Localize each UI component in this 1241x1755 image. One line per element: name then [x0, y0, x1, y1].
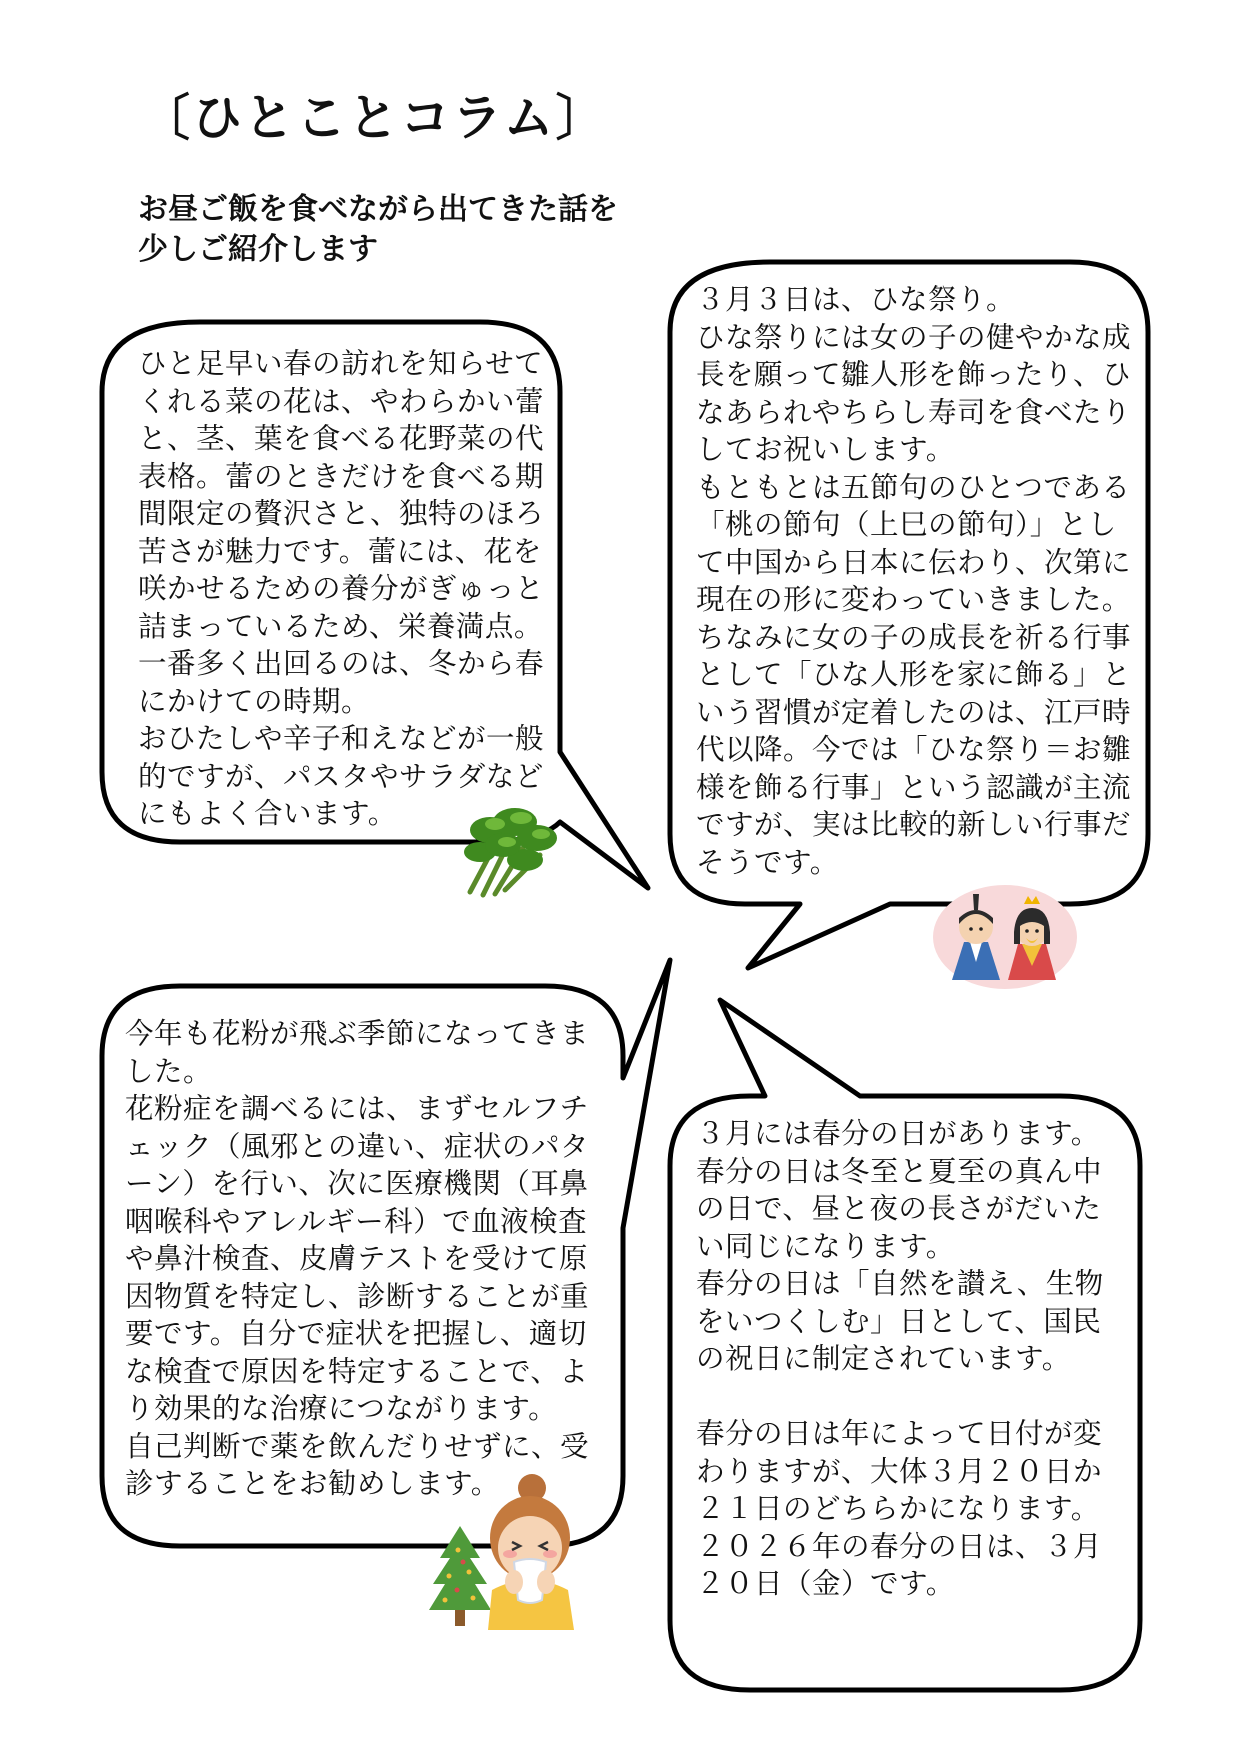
text-line: 自己判断で薬を飲んだりせずに、受 — [125, 1429, 590, 1463]
text-line: ３月には春分の日があります。 — [696, 1117, 1100, 1150]
subtitle-line: お昼ご飯を食べながら出てきた話を — [138, 192, 618, 227]
text-line: ひな祭りには女の子の健やかな成 — [696, 320, 1132, 354]
text-line: 「桃の節句（上巳の節句）」とし — [696, 508, 1117, 541]
text-line: の祝日に制定されています。 — [696, 1342, 1071, 1375]
text-line: ですが、実は比較的新しい行事だ — [696, 808, 1132, 841]
text-line: ちなみに女の子の成長を祈る行事 — [696, 620, 1132, 654]
kafun-text — [125, 1015, 589, 1503]
text-line: 春分の日は「自然を讃え、生物 — [696, 1267, 1104, 1300]
text-line: な検査で原因を特定することで、よ — [125, 1354, 589, 1388]
page-title: 〔ひとことコラム〕 — [140, 89, 608, 147]
text-line: と、茎、葉を食べる花野菜の代 — [138, 422, 545, 455]
subtitle-line: 少しご紹介します — [138, 232, 378, 267]
text-line: ェック（風邪との違い、症状のパタ — [125, 1129, 590, 1163]
text-line: 表格。蕾のときだけを食べる期 — [138, 459, 545, 493]
page-subtitle — [138, 190, 618, 270]
text-line: してお祝いします。 — [696, 433, 955, 466]
text-line: ２１日のどちらかになります。 — [696, 1492, 1100, 1525]
text-line: 咲かせるための養分がぎゅっと — [138, 572, 545, 605]
text-line: おひたしや辛子和えなどが一般 — [138, 722, 545, 755]
text-line: にもよく合います。 — [138, 797, 397, 830]
text-line: 詰まっているため、栄養満点。 — [138, 609, 543, 643]
text-line: 春分の日は年によって日付が変 — [696, 1417, 1103, 1450]
text-line: 現在の形に変わっていきました。 — [696, 583, 1131, 616]
text-line: くれる菜の花は、やわらかい蕾 — [138, 384, 545, 418]
text-line: 代以降。今では「ひな祭り＝お雛 — [696, 733, 1132, 766]
text-line: 因物質を特定し、診断することが重 — [125, 1279, 590, 1313]
text-line: て中国から日本に伝わり、次第に — [696, 545, 1132, 579]
text-line: として「ひな人形を家に飾る」と — [696, 658, 1132, 691]
text-line: 様を飾る行事」という認識が主流 — [696, 770, 1132, 804]
text-line: 診することをお勧めします。 — [125, 1467, 500, 1500]
text-line: もともとは五節句のひとつである — [696, 470, 1131, 504]
text-line: 的ですが、パスタやサラダなど — [138, 759, 544, 793]
text-line: いう習慣が定着したのは、江戸時 — [696, 695, 1132, 729]
text-line: ２０日（金）です。 — [696, 1567, 955, 1600]
text-line: をいつくしむ」日として、国民 — [696, 1304, 1102, 1338]
text-line: 長を願って雛人形を飾ったり、ひ — [696, 358, 1132, 391]
text-line: わりますが、大体３月２０日か — [696, 1454, 1103, 1488]
text-line: り効果的な治療につながります。 — [125, 1392, 558, 1425]
text-line: 間限定の贅沢さと、独特のほろ — [138, 497, 545, 530]
text-line: なあられやちらし寿司を食べたり — [696, 395, 1132, 429]
sneezing-woman-illustration — [470, 1470, 590, 1630]
text-line: そうです。 — [696, 845, 839, 879]
nanohana-illustration — [455, 800, 565, 900]
text-line: 花粉症を調べるには、まずセルフチ — [125, 1092, 589, 1125]
text-line: 一番多く出回るのは、冬から春 — [138, 647, 545, 680]
hina-dolls-illustration — [930, 882, 1080, 992]
text-line: ひと足早い春の訪れを知らせて — [138, 347, 544, 380]
text-line: 苦さが魅力です。蕾には、花を — [138, 534, 542, 568]
text-line: 咽喉科やアレルギー科）で血液検査 — [125, 1204, 588, 1238]
text-line: ーン）を行い、次に医療機関（耳鼻 — [125, 1167, 589, 1200]
text-line: の日で、昼と夜の長さがだいた — [696, 1192, 1102, 1225]
text-line: ２０２６年の春分の日は、３月 — [696, 1529, 1103, 1563]
text-line: にかけての時期。 — [138, 684, 371, 718]
text-line: した。 — [125, 1054, 213, 1088]
text-line: 今年も花粉が飛ぶ季節になってきま — [125, 1017, 590, 1050]
text-line — [696, 1378, 1104, 1416]
text-line: い同じになります。 — [696, 1229, 955, 1263]
text-line: 要です。自分で症状を把握し、適切 — [125, 1317, 587, 1350]
nanohana-text — [138, 345, 544, 833]
hinamatsuri-text — [696, 281, 1131, 881]
text-line: 春分の日は冬至と夏至の真ん中 — [696, 1154, 1103, 1188]
text-line: や鼻汁検査、皮膚テストを受けて原 — [125, 1242, 588, 1275]
shunbun-text — [696, 1115, 1104, 1603]
text-line: ３月３日は、ひな祭り。 — [696, 283, 1016, 316]
